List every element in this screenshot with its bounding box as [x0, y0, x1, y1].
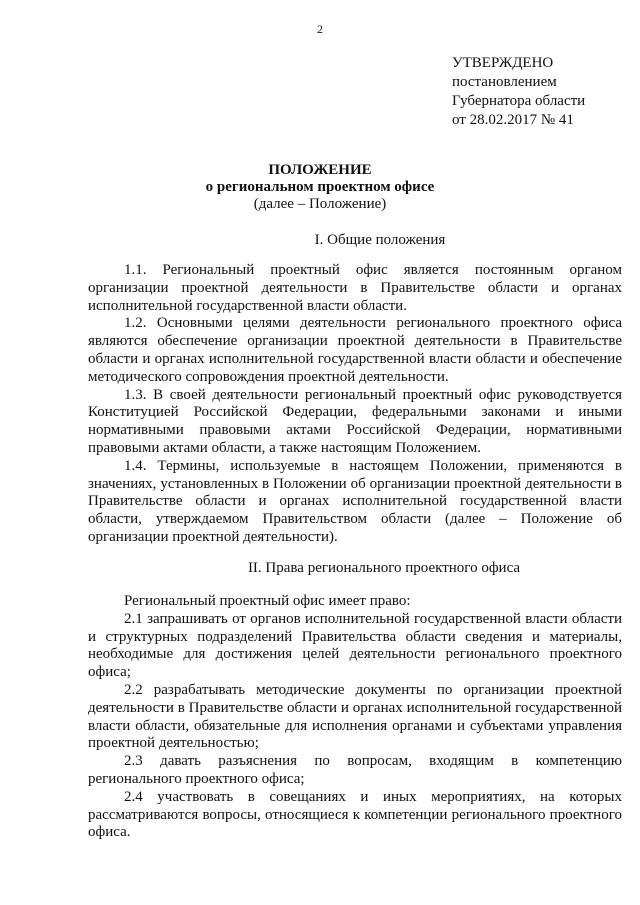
paragraph: 2.4 участвовать в совещаниях и иных мероприятиях, на которых рассматриваются вопросы, относящиеся к компетенции регионального проектного офиса. [88, 788, 622, 841]
document-subtitle: о региональном проектном офисе [205, 179, 435, 195]
section-2-heading: II. Права регионального проектного офиса [247, 560, 521, 576]
paragraph: 2.3 давать разъяснения по вопросам, входящим в компетенцию регионального проектного офиса; [88, 753, 622, 787]
approval-by: постановлением [452, 74, 557, 90]
paragraph: 1.1. Региональный проектный офис является постоянным органом организации проектной деятельности в Правительстве области и органах исполнительной государственной власти области. [88, 262, 622, 314]
approval-authority: Губернатора области [452, 93, 586, 109]
approval-block [452, 54, 585, 130]
paragraph: 1.4. Термины, используемые в настоящем Положении, применяются в значениях, установленных в Положении об организации проектной деятельности в Правительстве области и органах исполнительной государственной власти области, утверждаемом Правительством области (далее – Положение об организации проектной деятельности). [88, 457, 622, 545]
page-number: 2 [317, 22, 323, 36]
section-1-body [88, 262, 622, 547]
document-short-name: (далее – Положение) [253, 196, 387, 212]
section-2-body [88, 593, 622, 842]
paragraph: 1.3. В своей деятельности региональный проектный офис руководствуется Конституцией Российской Федерации, федеральными законами и иными нормативными правовыми актами Российской Федерации, нормативными правовыми актами области, а также настоящим Положением. [88, 386, 622, 456]
document-title: ПОЛОЖЕНИЕ [268, 162, 372, 178]
paragraph: 2.2 разрабатывать методические документы по организации проектной деятельности в Правительстве области и органах исполнительной государственной власти области, обязательные для исполнения органами и субъектами управления проектной деятельностью; [88, 681, 622, 752]
paragraph: Региональный проектный офис имеет право: [124, 593, 411, 609]
approval-stamp: УТВЕРЖДЕНО [452, 55, 554, 71]
approval-date: от 28.02.2017 № 41 [452, 112, 574, 128]
paragraph: 1.2. Основными целями деятельности регионального проектного офиса являются обеспечение организации проектной деятельности в Правительстве области и органах исполнительной государственной власти области и обеспечение методического сопровождения проектной деятельности. [88, 315, 622, 385]
section-1-heading: I. Общие положения [314, 232, 446, 248]
paragraph: 2.1 запрашивать от органов исполнительной государственной власти области и структурных подразделений Правительства области сведения и материалы, необходимые для достижения целей деятельности регионального проектного офиса; [88, 610, 622, 681]
